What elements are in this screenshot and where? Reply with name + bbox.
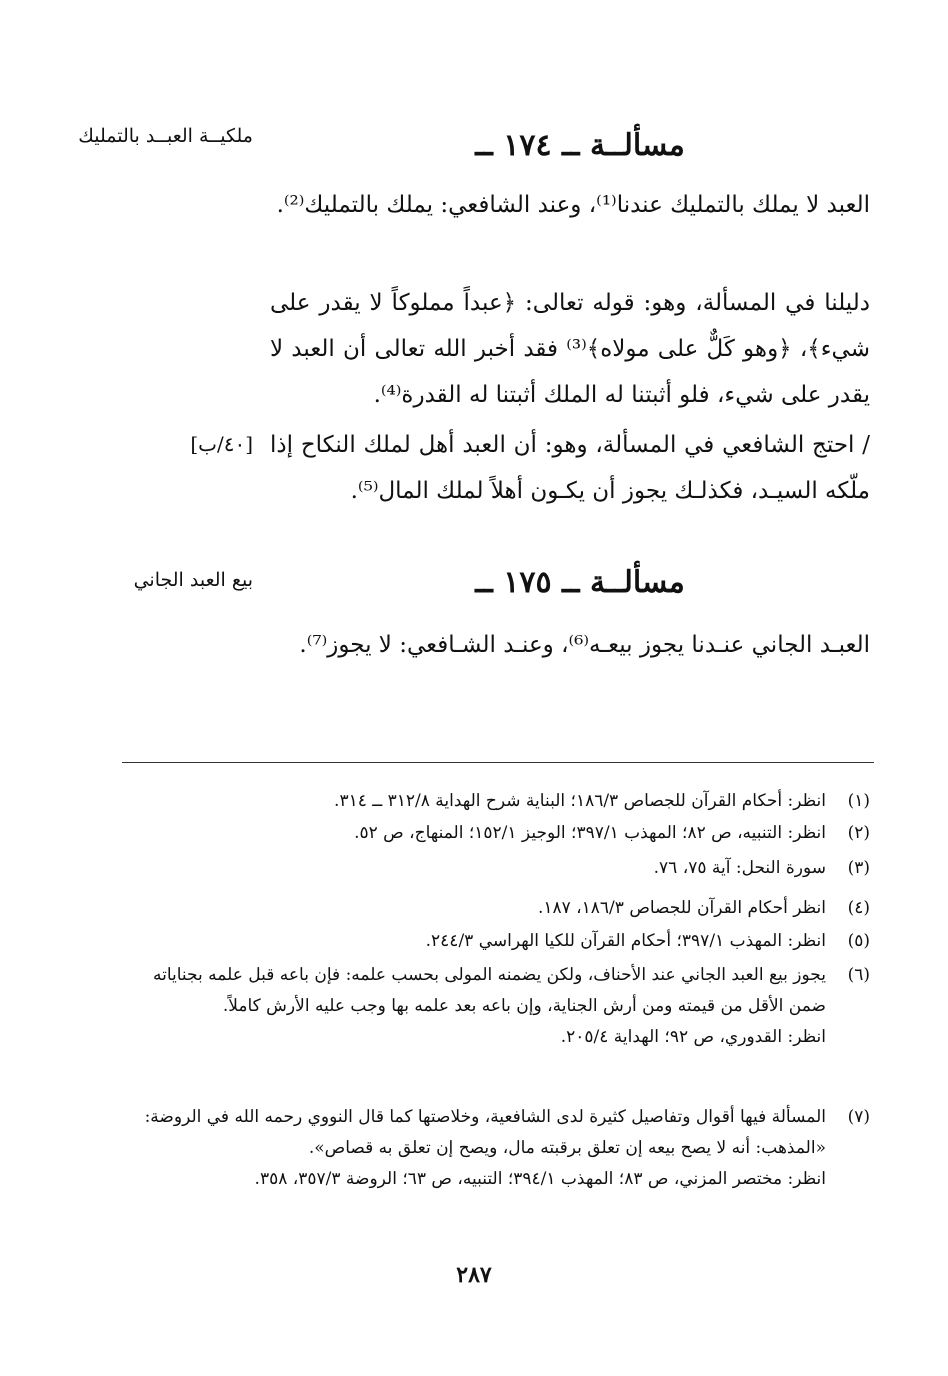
footnote-text: سورة النحل: آية ٧٥، ٧٦. bbox=[653, 858, 826, 878]
footnote-text: المسألة فيها أقوال وتفاصيل كثيرة لدى الشافعية، وخلاصتها كما قال النووي رحمه الله في الروضة: «المذهب: أنه لا يصح بيعه إن تعلق برقبته مال، ويصح إن تعلق به قصاص». bbox=[144, 1107, 826, 1158]
footnote-number: (٣) bbox=[847, 858, 870, 878]
footnote-number: (٥) bbox=[847, 931, 870, 951]
footnote-reference: انظر: مختصر المزني، ص ٨٣؛ المهذب ٣٩٤/١؛ التنبيه، ص ٦٣؛ الروضة ٣٥٧/٣، ٣٥٨. bbox=[254, 1169, 826, 1189]
footnote-text: انظر: أحكام القرآن للجصاص ١٨٦/٣؛ البناية شرح الهداية ٣١٢/٨ ــ ٣١٤. bbox=[334, 791, 826, 811]
side-label-174: ملكيــة العبــد بالتمليك bbox=[78, 125, 253, 147]
footnote-text: انظر أحكام القرآن للجصاص ١٨٦/٣، ١٨٧. bbox=[537, 898, 826, 918]
footnote-3 bbox=[122, 853, 870, 884]
section-title-174: مسألــة ــ ١٧٤ ــ bbox=[475, 128, 685, 163]
footnote-number: (٧) bbox=[847, 1107, 870, 1127]
page-number: ٢٨٧ bbox=[456, 1262, 492, 1288]
footnote-number: (٢) bbox=[847, 823, 870, 843]
footnote-reference: انظر: القدوري، ص ٩٢؛ الهداية ٢٠٥/٤. bbox=[560, 1027, 826, 1047]
footnote-text: انظر: التنبيه، ص ٨٢؛ المهذب ٣٩٧/١؛ الوجيز ١٥٢/١؛ المنهاج، ص ٥٢. bbox=[354, 823, 826, 843]
footnote-2 bbox=[122, 818, 870, 849]
footnote-5 bbox=[122, 926, 870, 957]
footnote-4 bbox=[122, 893, 870, 924]
footnote-7 bbox=[122, 1102, 870, 1195]
footnote-text: انظر: المهذب ٣٩٧/١؛ أحكام القرآن للكيا الهراسي ٢٤٤/٣. bbox=[425, 931, 826, 951]
footnote-1 bbox=[122, 786, 870, 817]
paragraph-174-1: العبد لا يملك بالتمليك عندنا⁽¹⁾، وعند الشافعي: يملك بالتمليك⁽²⁾. bbox=[276, 192, 870, 218]
paragraph-174-2: دليلنا في المسألة، وهو: قوله تعالى: ﴿عبداً مملوكاً لا يقدر على شيء﴾، ﴿وهو كَلٌّ على مولاه﴾⁽³⁾ فقد أخبر الله تعالى أن العبد لا يقدر على شيء، فلو أثبتنا له الملك أثبتنا له القدرة⁽⁴⁾. bbox=[270, 290, 870, 408]
paragraph-174-3: / احتج الشافعي في المسألة، وهو: أن العبد أهل لملك النكاح إذا ملّكه السيـد، فكذلـك يجوز أن يكـون أهلاً لملك المال⁽⁵⁾. bbox=[270, 432, 870, 504]
footnote-number: (١) bbox=[847, 791, 870, 811]
paragraph-175-1: العبـد الجاني عنـدنا يجوز بيعـه⁽⁶⁾، وعنـد الشـافعي: لا يجوز⁽⁷⁾. bbox=[299, 632, 870, 658]
folio-marker: [٤٠/ب] bbox=[190, 432, 253, 456]
section-title-175: مسألــة ــ ١٧٥ ــ bbox=[475, 565, 685, 600]
footnote-number: (٦) bbox=[847, 965, 870, 985]
footnote-divider bbox=[122, 762, 874, 763]
footnote-text: يجوز بيع العبد الجاني عند الأحناف، ولكن يضمنه المولى بحسب علمه: فإن باعه قبل علمه بجناياته ضمن الأقل من قيمته ومن أرش الجناية، وإن باعه بعد علمه بها وجب عليه الأرش كاملاً. bbox=[152, 965, 826, 1016]
footnote-6 bbox=[122, 960, 870, 1053]
footnote-number: (٤) bbox=[847, 898, 870, 918]
side-label-175: بيع العبد الجاني bbox=[133, 569, 253, 591]
